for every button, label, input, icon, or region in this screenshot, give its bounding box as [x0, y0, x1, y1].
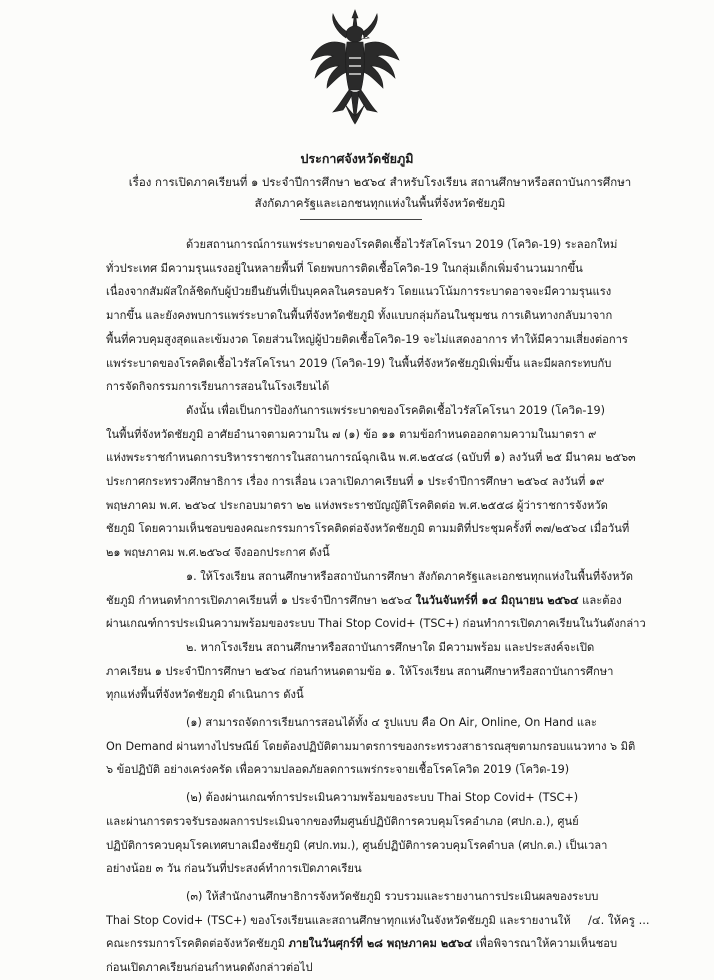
text-line: ทุกแห่งพื้นที่จังหวัดชัยภูมิ ดำเนินการ ดังนี้ — [106, 688, 304, 702]
text-line: ๖ ข้อปฏิบัติ อย่างเคร่งครัด เพื่อความปลอดภัยลดการแพร่กระจายเชื้อโรคโควิด 2019 (โควิด-19) — [106, 763, 570, 777]
text-line: พฤษภาคม พ.ศ. ๒๕๖๔ ประกอบมาตรา ๒๒ แห่งพระราชบัญญัติโรคติดต่อ พ.ศ.๒๕๕๘ ผู้ว่าราชการจังหวัด — [106, 498, 608, 512]
document-title: ประกาศจังหวัดชัยภูมิ — [300, 151, 414, 166]
text-line: พื้นที่ควบคุมสูงสุดและเข้มงวด โดยส่วนใหญ่ผู้ป่วยติดเชื้อโควิด-19 จะไม่แสดงอาการ ทำให้มีความเสี่ยงต่อการ — [106, 332, 628, 346]
text-run: คณะกรรมการโรคติดต่อจังหวัดชัยภูมิ — [106, 937, 289, 951]
text-line — [106, 589, 660, 613]
text-line: แห่งพระราชกำหนดการบริหารราชการในสถานการณ์ฉุกเฉิน พ.ศ.๒๕๔๘ (ฉบับที่ ๑) ลงวันที่ ๒๕ มีนาคม ๒๕๖๓ — [106, 451, 636, 465]
text-line: ในพื้นที่จังหวัดชัยภูมิ อาศัยอำนาจตามความใน ๗ (๑) ข้อ ๑๑ ตามข้อกำหนดออกตามความในมาตรา ๙ — [106, 427, 597, 441]
text-line: ทั่วประเทศ มีความรุนแรงอยู่ในหลายพื้นที่ โดยพบการติดเชื้อโควิด-19 ในกลุ่มเด็กเพิ่มจำนวนมากขึ้น — [106, 261, 583, 275]
text-line: ด้วยสถานการณ์การแพร่ระบาดของโรคติดเชื้อไวรัสโคโรนา 2019 (โควิด-19) ระลอกใหม่ — [186, 238, 618, 251]
text-line: เนื่องจากสัมผัสใกล้ชิดกับผู้ป่วยยืนยันที่เป็นบุคคลในครอบครัว โดยแนวโน้มการระบาดอาจจะมีความรุนแรง — [106, 285, 612, 299]
text-line: (๒) ต้องผ่านเกณฑ์การประเมินความพร้อมของระบบ Thai Stop Covid+ (TSC+) — [186, 791, 579, 805]
text-run: เพื่อพิจารณาให้ความเห็นชอบ — [472, 937, 618, 951]
text-line: แพร่ระบาดของโรคติดเชื้อไวรัสโคโรนา 2019 (โควิด-19) ในพื้นที่จังหวัดชัยภูมิเพิ่มขึ้น และมีผลกระทบกับ — [106, 356, 612, 370]
text-line: (๓) ให้สำนักงานศึกษาธิการจังหวัดชัยภูมิ รวบรวมและรายงานการประเมินผลของระบบ — [186, 889, 599, 903]
text-line: การจัดกิจกรรมการเรียนการสอนในโรงเรียนได้ — [106, 380, 330, 394]
text-line: Thai Stop Covid+ (TSC+) ของโรงเรียนและสถานศึกษาทุกแห่งในจังหวัดชัยภูมิ และรายงานให้ — [106, 913, 571, 927]
document-subject — [86, 172, 674, 214]
text-line: มากขึ้น และยังคงพบการแพร่ระบาดในพื้นที่จังหวัดชัยภูมิ ทั้งแบบกลุ่มก้อนในชุมชน การเดินทางกลับมาจาก — [106, 309, 613, 323]
subject-line: สังกัดภาครัฐและเอกชนทุกแห่งในพื้นที่จังหวัดชัยภูมิ — [254, 196, 506, 210]
title-divider — [300, 219, 422, 220]
text-line: และผ่านการตรวจรับรองผลการประเมินจากของทีมศูนย์ปฏิบัติการควบคุมโรคอำเภอ (ศปก.อ.), ศูนย์ — [106, 814, 579, 828]
text-run: ชัยภูมิ กำหนดทำการเปิดภาคเรียนที่ ๑ ประจำปีการศึกษา ๒๕๖๔ — [106, 593, 416, 607]
subject-line: เรื่อง การเปิดภาคเรียนที่ ๑ ประจำปีการศึกษา ๒๕๖๔ สำหรับโรงเรียน สถานศึกษาหรือสถาบันการศึกษา — [128, 175, 632, 189]
text-line: ๒๑ พฤษภาคม พ.ศ.๒๕๖๔ จึงออกประกาศ ดังนี้ — [106, 546, 330, 560]
text-run: และต้อง — [578, 593, 622, 607]
announcement-body — [106, 233, 660, 980]
text-line — [106, 932, 660, 956]
text-line: ๑. ให้โรงเรียน สถานศึกษาหรือสถาบันการศึกษา สังกัดภาครัฐและเอกชนทุกแห่งในพื้นที่จังหวัด — [186, 569, 634, 583]
text-line: (๑) สามารถจัดการเรียนการสอนได้ทั้ง ๔ รูปแบบ คือ On Air, Online, On Hand และ — [186, 716, 597, 730]
garuda-emblem-icon — [309, 8, 401, 126]
text-line: ดังนั้น เพื่อเป็นการป้องกันการแพร่ระบาดของโรคติดเชื้อไวรัสโคโรนา 2019 (โควิด-19) — [186, 403, 605, 417]
emphasis-date: ภายในวันศุกร์ที่ ๒๘ พฤษภาคม ๒๕๖๔ — [288, 937, 473, 951]
text-line: ๒. หากโรงเรียน สถานศึกษาหรือสถาบันการศึกษาใด มีความพร้อม และประสงค์จะเปิด — [186, 640, 595, 654]
text-line: ปฏิบัติการควบคุมโรคเทศบาลเมืองชัยภูมิ (ศปก.ทม.), ศูนย์ปฏิบัติการควบคุมโรคตำบล (ศปก.ต.) เป็นเวลา — [106, 838, 608, 852]
text-line: ผ่านเกณฑ์การประเมินความพร้อมของระบบ Thai Stop Covid+ (TSC+) ก่อนทำการเปิดภาคเรียนในวันดังกล่าว — [106, 617, 646, 631]
continued-marker: /๔. ให้ครู ... — [588, 913, 650, 927]
text-line: ชัยภูมิ โดยความเห็นชอบของคณะกรรมการโรคติดต่อจังหวัดชัยภูมิ ตามมติที่ประชุมครั้งที่ ๓๗/๒๕๖๔ เมื่อวันที่ — [106, 522, 630, 536]
text-line: On Demand ผ่านทางไปรษณีย์ โดยต้องปฏิบัติตามมาตรการของกระทรวงสาธารณสุขตามกรอบแนวทาง ๖ มิติ — [106, 739, 636, 753]
emphasis-date: ในวันจันทร์ที่ ๑๔ มิถุนายน ๒๕๖๔ — [415, 593, 579, 607]
text-line: ประกาศกระทรวงศึกษาธิการ เรื่อง การเลื่อน เวลาเปิดภาคเรียนที่ ๑ ประจำปีการศึกษา ๒๕๖๔ ลงวันที่ ๑๙ — [106, 475, 605, 489]
text-line: ก่อนเปิดภาคเรียนก่อนกำหนดดังกล่าวต่อไป — [106, 961, 313, 975]
text-line: อย่างน้อย ๓ วัน ก่อนวันที่ประสงค์ทำการเปิดภาคเรียน — [106, 862, 362, 876]
text-line: ภาคเรียน ๑ ประจำปีการศึกษา ๒๕๖๔ ก่อนกำหนดตามข้อ ๑. ให้โรงเรียน สถานศึกษาหรือสถาบันการศึกษา — [106, 664, 614, 678]
